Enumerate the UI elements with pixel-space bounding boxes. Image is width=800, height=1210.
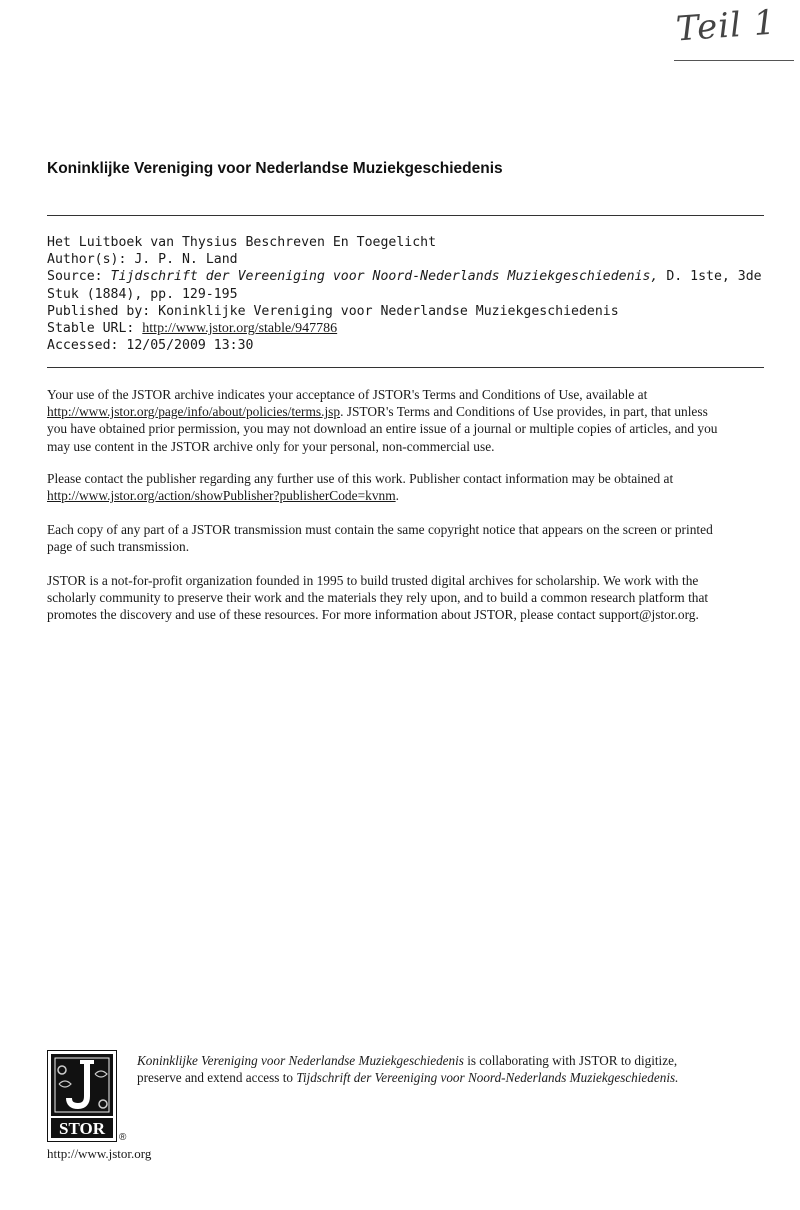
accessed-value: 12/05/2009 13:30 xyxy=(126,338,254,354)
contact-text xyxy=(47,487,763,504)
copyright-paragraph xyxy=(47,521,763,555)
footer-collaboration-text xyxy=(137,1052,777,1086)
author-label: Author(s): xyxy=(47,252,127,268)
terms-text: Your use of the JSTOR archive indicates your acceptance of JSTOR's Terms and Conditions of Use, available at xyxy=(47,387,648,402)
about-text: JSTOR is a not-for-profit organization founded in 1995 to build trusted digital archives for scholarship. We work with the xyxy=(47,573,699,588)
source-line xyxy=(47,268,767,285)
terms-link[interactable]: http://www.jstor.org/page/info/about/policies/terms.jsp xyxy=(47,404,341,420)
terms-text: you have obtained prior permission, you may not download an entire issue of a journal or multiple copies of articles, and you xyxy=(47,421,718,437)
published-label: Published by: xyxy=(47,303,151,319)
registered-mark-icon: ® xyxy=(119,1132,127,1143)
terms-text-rest: . JSTOR's Terms and Conditions of Use provides, in part, that unless xyxy=(340,404,708,420)
footer-publisher-name: Koninklijke Vereniging voor Nederlandse Muziekgeschiedenis xyxy=(137,1053,464,1068)
top-divider xyxy=(47,215,764,216)
stable-url-label: Stable URL: xyxy=(47,321,135,337)
stable-url-line xyxy=(47,320,767,337)
citation-block xyxy=(47,234,767,354)
copyright-text: Each copy of any part of a JSTOR transmission must contain the same copyright notice that appears on the screen or printed xyxy=(47,522,713,537)
about-text: scholarly community to preserve their work and the materials they rely upon, and to build a common research platform that xyxy=(47,590,709,606)
published-value: Koninklijke Vereniging voor Nederlandse Muziekgeschiedenis xyxy=(158,303,619,319)
publisher-contact-link[interactable]: http://www.jstor.org/action/showPublisher?publisherCode=kvnm xyxy=(47,488,396,504)
footer-line-2-start: preserve and extend access to xyxy=(137,1070,297,1085)
logo-text: STOR xyxy=(59,1119,105,1138)
about-text: promotes the discovery and use of these resources. For more information about JSTOR, please contact support@jstor.org. xyxy=(47,607,699,623)
contact-text: Please contact the publisher regarding any further use of this work. Publisher contact information may be obtained at xyxy=(47,471,674,486)
accessed-label: Accessed: xyxy=(47,338,119,354)
accessed-line xyxy=(47,337,767,354)
article-title: Het Luitboek van Thysius Beschreven En Toegelicht xyxy=(47,235,437,250)
source-label: Source: xyxy=(47,269,103,285)
terms-text: may use content in the JSTOR archive only for your personal, non-commercial use. xyxy=(47,438,495,454)
author-value: J. P. N. Land xyxy=(134,252,238,268)
bottom-divider xyxy=(47,367,764,368)
source-issue: D. 1ste, 3de xyxy=(666,269,762,285)
stable-url-link[interactable]: http://www.jstor.org/stable/947786 xyxy=(142,321,338,337)
publisher-contact-paragraph xyxy=(47,470,763,504)
terms-text xyxy=(47,403,763,420)
copyright-text: page of such transmission. xyxy=(47,539,190,555)
source-journal: Tijdschrift der Vereeniging voor Noord-Nederlands Muziekgeschiedenis, xyxy=(110,269,659,285)
terms-paragraph xyxy=(47,386,763,455)
jstor-url-link[interactable]: http://www.jstor.org xyxy=(47,1146,152,1161)
footer-line-1 xyxy=(137,1052,777,1069)
published-line xyxy=(47,303,767,320)
source-pages: Stuk (1884), pp. 129-195 xyxy=(47,286,238,302)
publisher-title: Koninklijke Vereniging voor Nederlandse Muziekgeschiedenis xyxy=(47,160,503,177)
footer-line-1-rest: is collaborating with JSTOR to digitize, xyxy=(463,1053,678,1068)
footer-line-2 xyxy=(137,1069,777,1086)
jstor-about-paragraph xyxy=(47,572,763,624)
jstor-logo xyxy=(47,1050,117,1142)
handwritten-underline xyxy=(674,60,794,61)
author-line xyxy=(47,251,767,268)
handwritten-note: Teil 1 xyxy=(674,2,778,50)
contact-text-rest: . xyxy=(395,488,399,504)
footer-journal-name: Tijdschrift der Vereeniging voor Noord-Nederlands Muziekgeschiedenis. xyxy=(296,1070,679,1085)
